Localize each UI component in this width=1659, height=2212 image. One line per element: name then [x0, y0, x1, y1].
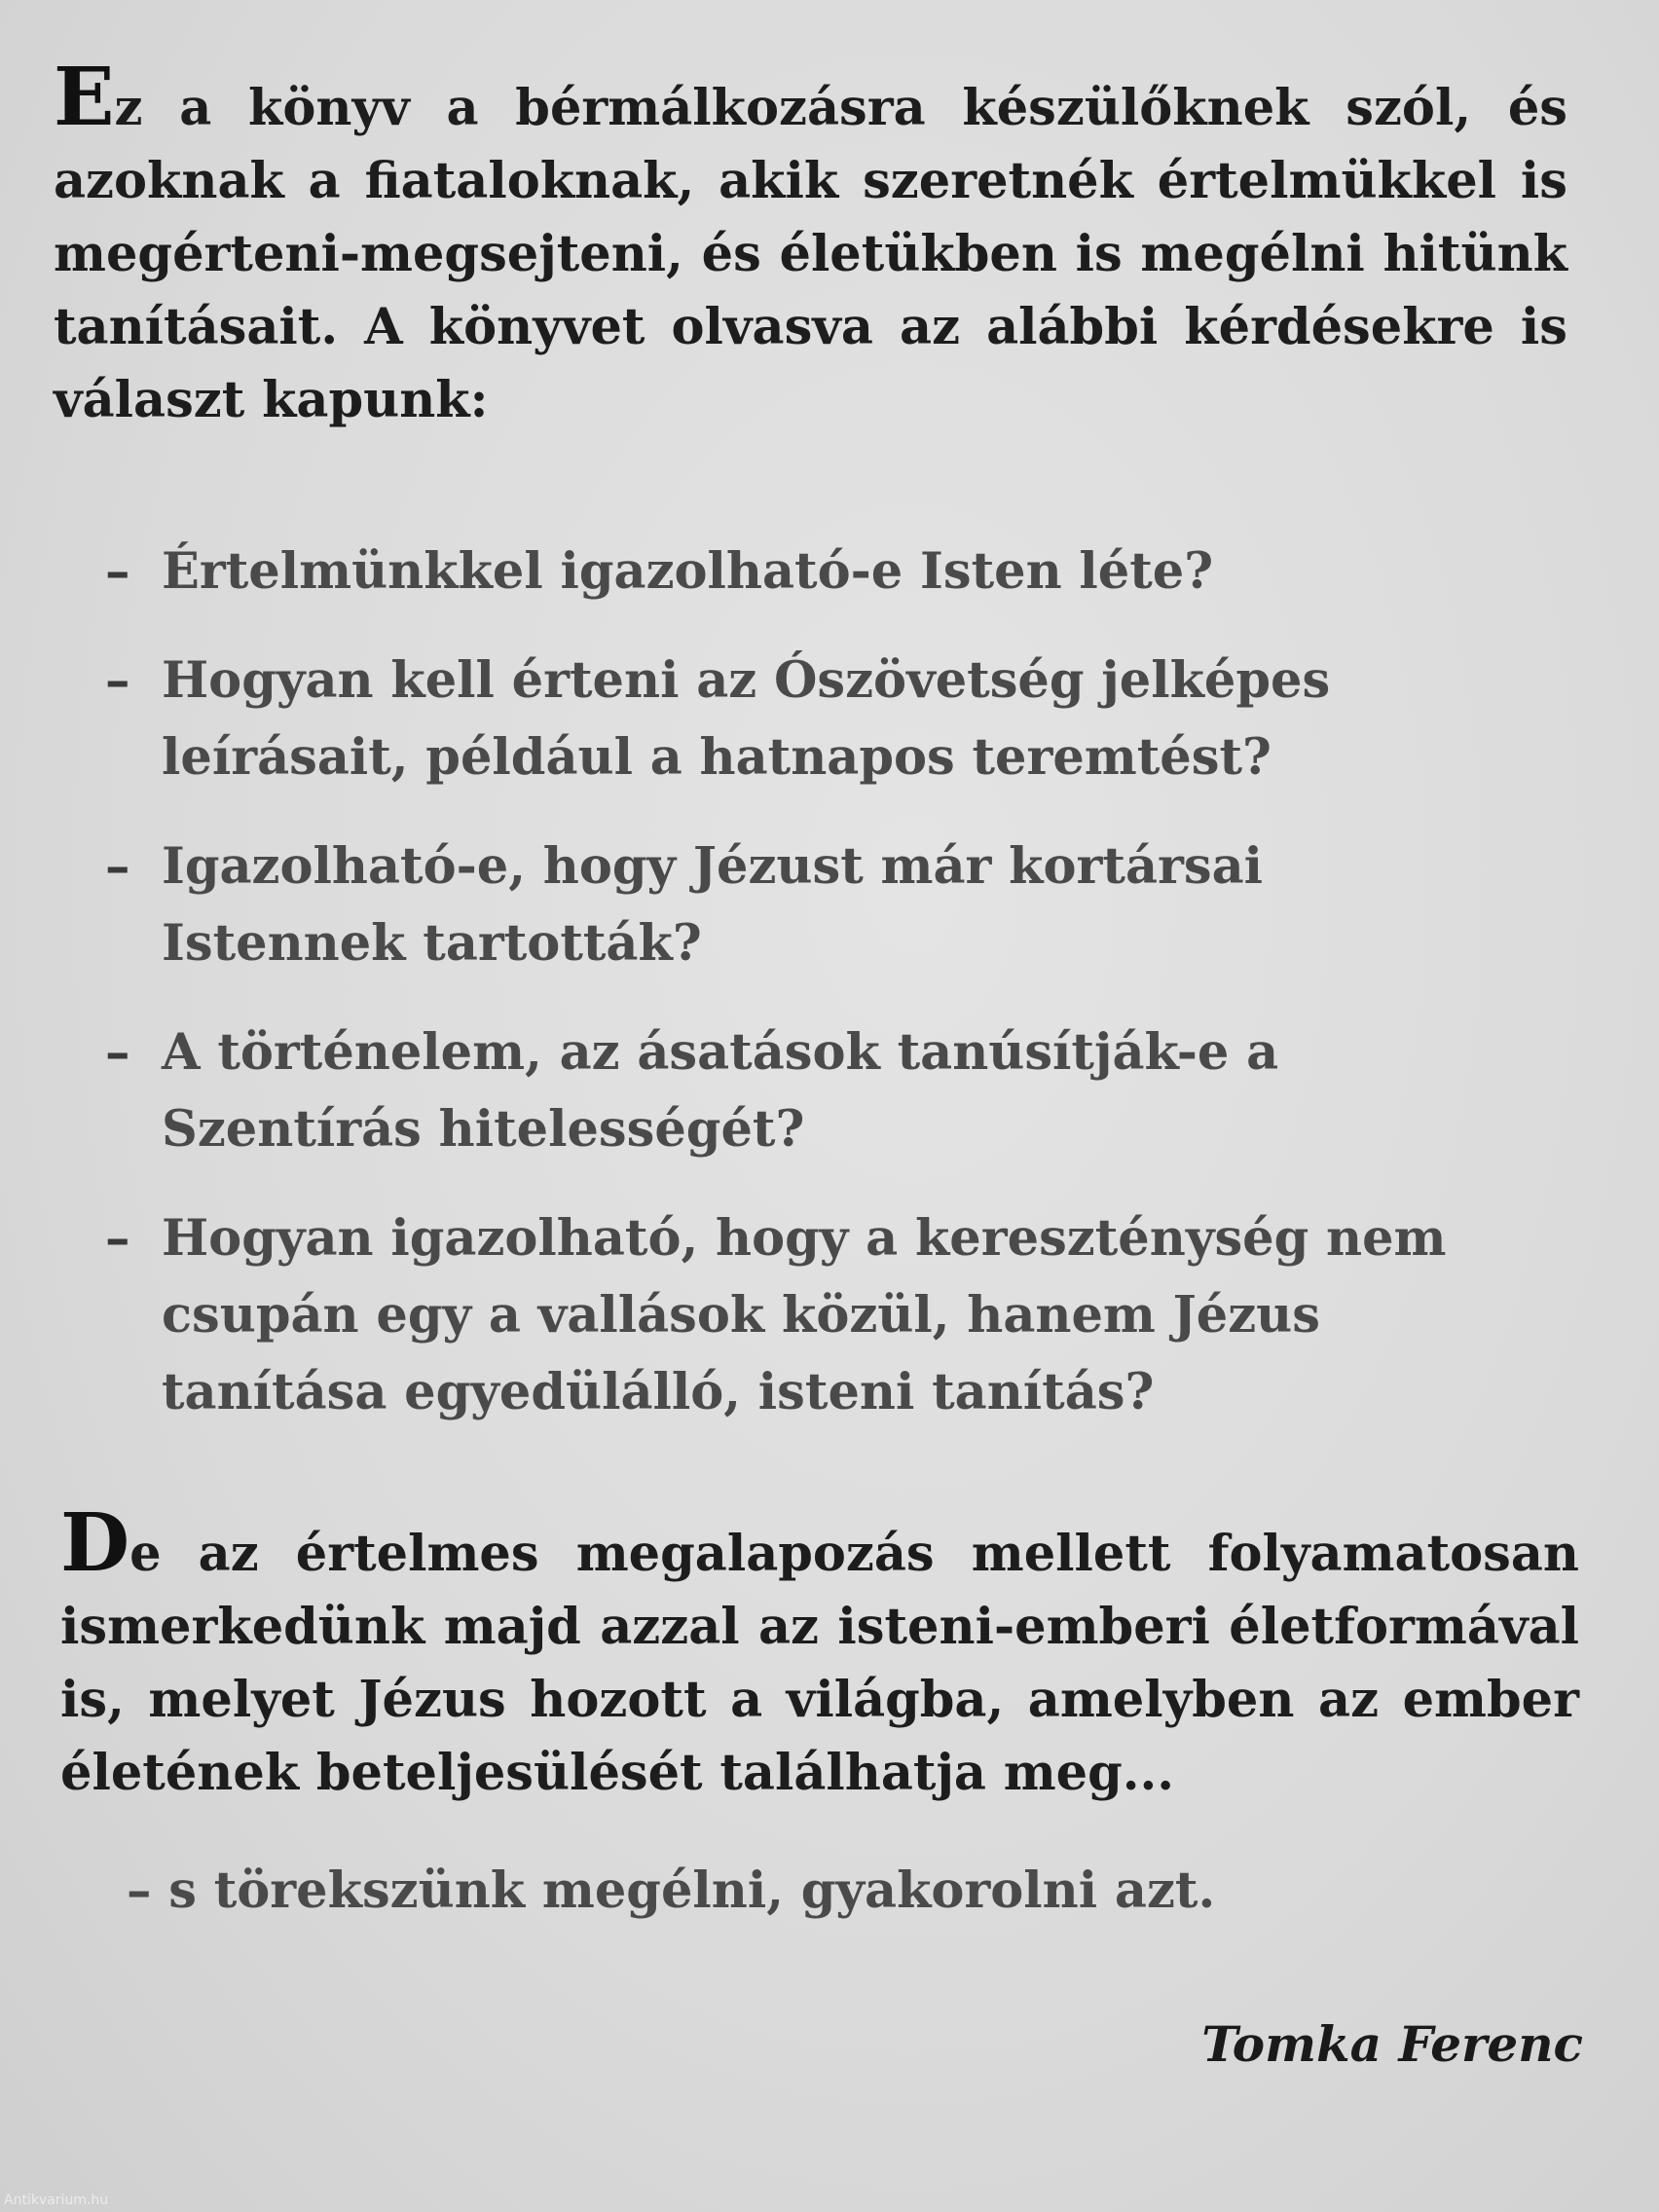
outro-text: e az értelmes megalapozás mellett folyamatosan ismerkedünk majd azzal az isteni-emberi életformával is, melyet Jézus hozott a világba, amelyben az ember életének beteljesülését találhatja meg...	[60, 1525, 1579, 1802]
author-signature: Tomka Ferenc	[1201, 2015, 1583, 2073]
outro-dropcap: D	[60, 1496, 130, 1590]
question-text: A történelem, az ásatások tanúsítják-e a Szentírás hitelességét?	[162, 1023, 1279, 1159]
question-item	[105, 643, 1488, 796]
question-dash: –	[105, 651, 130, 710]
question-dash: –	[105, 542, 130, 601]
intro-text: z a könyv a bérmálkozásra készülőknek szól, és azoknak a fiataloknak, akik szeretnék értelmükkel is megérteni-megsejteni, és életükben is megélni hitünk tanításait. A könyvet olvasva az alábbi kérdésekre is választ kapunk:	[54, 79, 1567, 429]
question-item	[105, 1014, 1488, 1168]
question-text: Hogyan igazolható, hogy a kereszténység nem csupán egy a vallások közül, hanem Jézus tanítása egyedülálló, isteni tanítás?	[162, 1209, 1447, 1421]
question-text: Értelmünkkel igazolható-e Isten léte?	[162, 542, 1214, 601]
intro-paragraph	[54, 51, 1567, 437]
watermark: Antikvarium.hu	[4, 2193, 109, 2208]
question-text: Hogyan kell érteni az Ószövetség jelképes leírásait, például a hatnapos teremtést?	[162, 651, 1331, 787]
closing-line: – s törekszünk megélni, gyakorolni azt.	[127, 1862, 1216, 1920]
question-dash: –	[105, 1209, 130, 1268]
question-item	[105, 1200, 1488, 1431]
intro-dropcap: E	[54, 51, 115, 144]
question-item	[105, 829, 1488, 982]
question-item	[105, 534, 1488, 610]
question-text: Igazolható-e, hogy Jézust már kortársai Istennek tartották?	[162, 837, 1263, 973]
question-list	[105, 534, 1488, 1463]
outro-paragraph	[60, 1496, 1579, 1810]
question-dash: –	[105, 837, 130, 896]
question-dash: –	[105, 1023, 130, 1082]
